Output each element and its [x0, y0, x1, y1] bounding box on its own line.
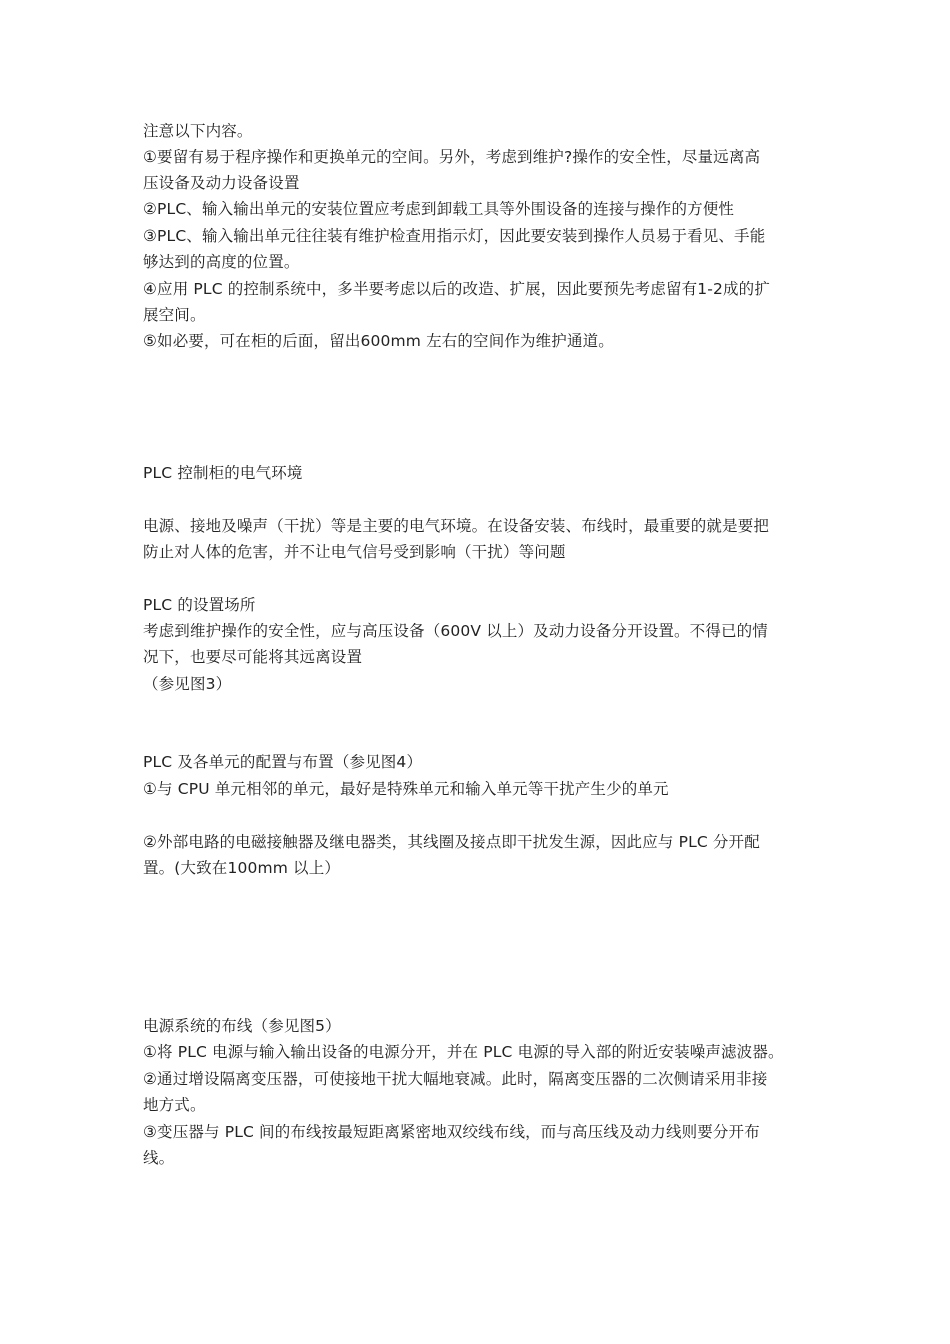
- text-line: 压设备及动力设备设置: [143, 174, 300, 192]
- text-line: 地方式。: [143, 1096, 206, 1114]
- section-heading: PLC 控制柜的电气环境: [143, 464, 303, 482]
- text-line: 够达到的高度的位置。: [143, 253, 300, 271]
- text-line: ②PLC、输入输出单元的安装位置应考虑到卸载工具等外围设备的连接与操作的方便性: [143, 200, 735, 218]
- section-heading: 电源系统的布线（参见图5）: [143, 1017, 341, 1035]
- text-line: 电源、接地及噪声（干扰）等是主要的电气环境。在设备安装、布线时，最重要的就是要把: [143, 517, 770, 535]
- text-line: ①将 PLC 电源与输入输出设备的电源分开，并在 PLC 电源的导入部的附近安装噪声滤波器。: [143, 1043, 784, 1061]
- text-line: ②外部电路的电磁接触器及继电器类，其线圈及接点即干扰发生源，因此应与 PLC 分开配: [143, 833, 760, 851]
- text-line: （参见图3）: [143, 675, 232, 693]
- text-line: ④应用 PLC 的控制系统中，多半要考虑以后的改造、扩展，因此要预先考虑留有1-2成的扩: [143, 280, 770, 298]
- text-line: 考虑到维护操作的安全性，应与高压设备（600V 以上）及动力设备分开设置。不得已的情: [143, 622, 768, 640]
- text-line: ①与 CPU 单元相邻的单元，最好是特殊单元和输入单元等干扰产生少的单元: [143, 780, 669, 798]
- text-line: ①要留有易于程序操作和更换单元的空间。另外，考虑到维护?操作的安全性，尽量远离高: [143, 148, 761, 166]
- text-line: 注意以下内容。: [143, 122, 253, 140]
- text-line: 展空间。: [143, 306, 206, 324]
- text-line: 防止对人体的危害，并不让电气信号受到影响（干扰）等问题: [143, 543, 566, 561]
- text-line: 况下，也要尽可能将其远离设置: [143, 648, 363, 666]
- section-heading: PLC 的设置场所: [143, 596, 256, 614]
- text-line: 置。(大致在100mm 以上）: [143, 859, 341, 877]
- text-line: ②通过增设隔离变压器，可使接地干扰大幅地衰减。此时，隔离变压器的二次侧请采用非接: [143, 1070, 768, 1088]
- section-heading: PLC 及各单元的配置与布置（参见图4）: [143, 753, 423, 771]
- text-line: ③变压器与 PLC 间的布线按最短距离紧密地双绞线布线，而与高压线及动力线则要分开布: [143, 1123, 760, 1141]
- text-line: ⑤如必要，可在柜的后面，留出600mm 左右的空间作为维护通道。: [143, 332, 614, 350]
- text-line: ③PLC、输入输出单元往往装有维护检查用指示灯，因此要安装到操作人员易于看见、手能: [143, 227, 766, 245]
- text-line: 线。: [143, 1149, 175, 1167]
